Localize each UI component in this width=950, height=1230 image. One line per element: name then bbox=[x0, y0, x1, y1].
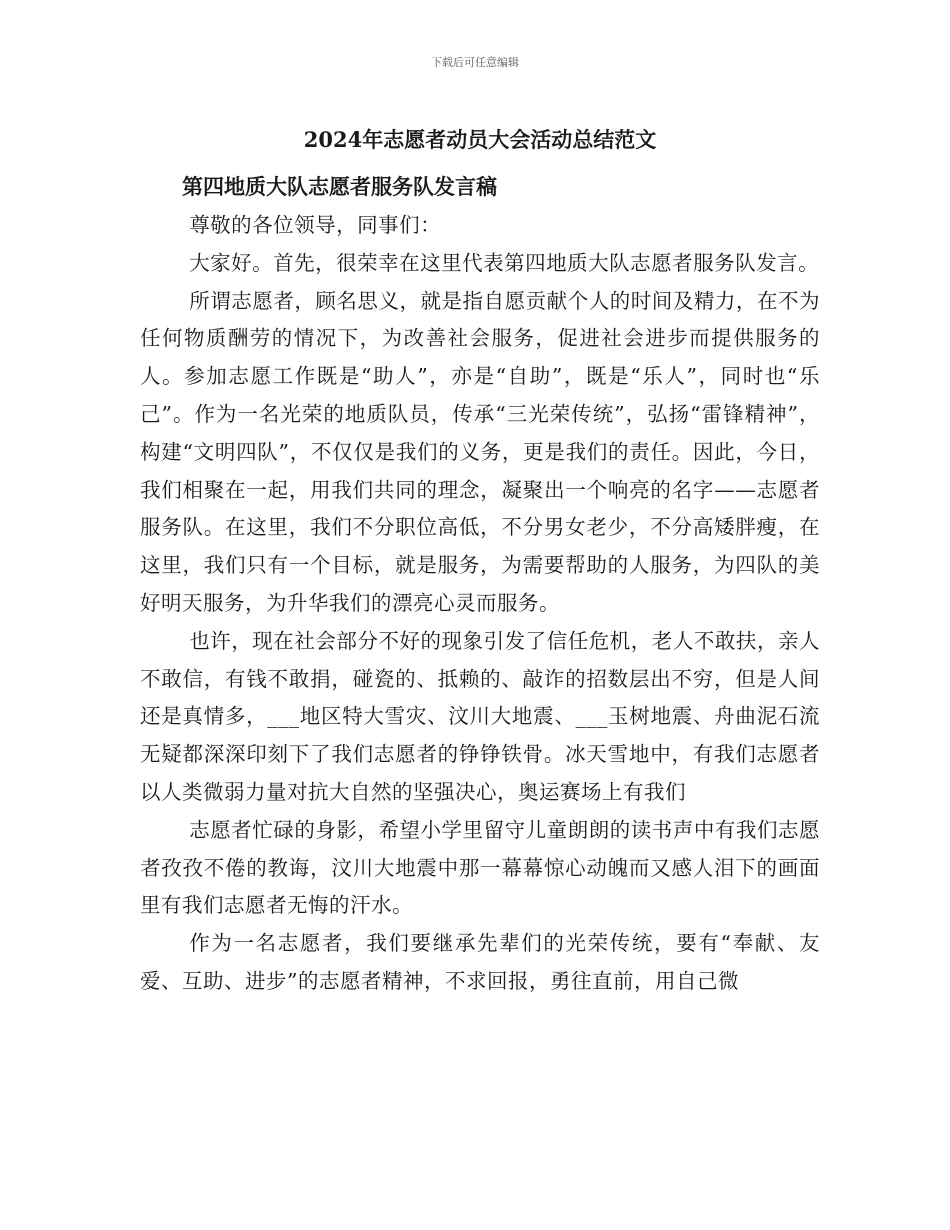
paragraph-3: 也许，现在社会部分不好的现象引发了信任危机，老人不敢扶，亲人不敢信，有钱不敢捐，碰瓷的、抵赖的、敲诈的招数层出不穷，但是人间还是真情多，___地区特大雪灾、汶川大地震、___玉树地震、舟曲泥石流无疑都深深印刻下了我们志愿者的铮铮铁骨。冰天雪地中，有我们志愿者以人类微弱力量对抗大自然的坚强决心，奥运赛场上有我们 bbox=[140, 628, 820, 804]
paragraph-1: 大家好。首先，很荣幸在这里代表第四地质大队志愿者服务队发言。 bbox=[189, 250, 820, 275]
paragraph-2: 所谓志愿者，顾名思义，就是指自愿贡献个人的时间及精力，在不为任何物质酬劳的情况下，为改善社会服务，促进社会进步而提供服务的人。参加志愿工作既是“助人”，亦是“自助”，既是“乐人”，同时也“乐己”。作为一名光荣的地质队员，传承“三光荣传统”，弘扬“雷锋精神”，构建“文明四队”，不仅仅是我们的义务，更是我们的责任。因此，今日，我们相聚在一起，用我们共同的理念，凝聚出一个响亮的名字——志愿者服务队。在这里，我们不分职位高低，不分男女老少，不分高矮胖瘦，在这里，我们只有一个目标，就是服务，为需要帮助的人服务，为四队的美好明天服务，为升华我们的漂亮心灵而服务。 bbox=[140, 288, 820, 615]
document-title: 2024年志愿者动员大会活动总结范文 bbox=[303, 127, 657, 152]
paragraph-4: 志愿者忙碌的身影，希望小学里留守儿童朗朗的读书声中有我们志愿者孜孜不倦的教诲，汶川大地震中那一幕幕惊心动魄而又感人泪下的画面里有我们志愿者无悔的汗水。 bbox=[140, 817, 820, 918]
salutation: 尊敬的各位领导，同事们： bbox=[189, 213, 442, 237]
document-subtitle: 第四地质大队志愿者服务队发言稿 bbox=[182, 174, 497, 199]
header-note: 下载后可任意编辑 bbox=[431, 56, 519, 69]
document-body bbox=[140, 170, 820, 1001]
paragraph-5: 作为一名志愿者，我们要继承先辈们的光荣传统，要有“奉献、友爱、互助、进步”的志愿者精神，不求回报，勇往直前，用自己微 bbox=[140, 931, 820, 993]
